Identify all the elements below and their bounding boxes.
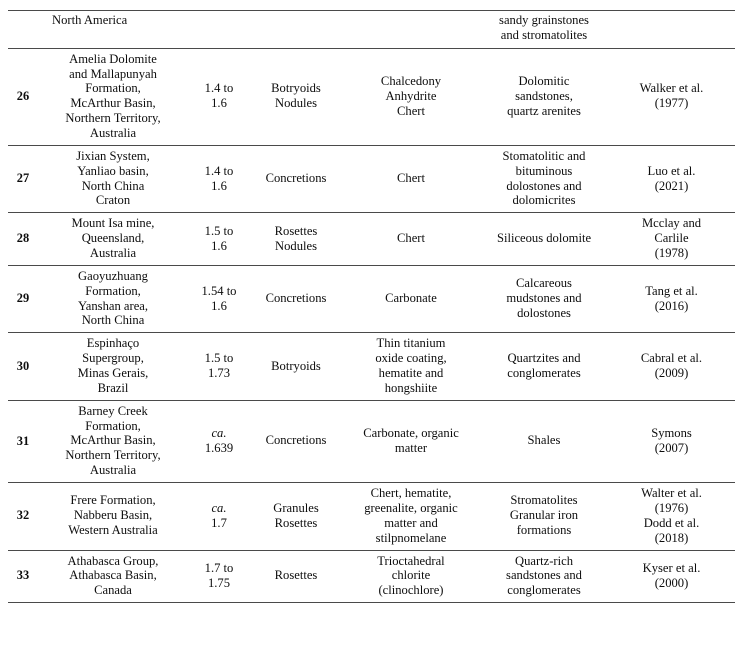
cell-mineralogy: Carbonate, organic matter [342, 400, 480, 482]
cell-mineralogy: Carbonate [342, 265, 480, 332]
cell-row-number: 28 [8, 213, 38, 266]
cell-mineralogy: Trioctahedral chlorite (clinochlore) [342, 550, 480, 603]
cell-mineralogy: Chalcedony Anhydrite Chert [342, 48, 480, 145]
table-body [8, 11, 735, 603]
cell-reference: Symons (2007) [608, 400, 735, 482]
cell-host-rock: Calcareous mudstones and dolostones [480, 265, 608, 332]
cell-reference: Tang et al. (2016) [608, 265, 735, 332]
cell-reference: Mcclay and Carlile (1978) [608, 213, 735, 266]
cell-age: ca. 1.639 [188, 400, 250, 482]
table-row [8, 48, 735, 145]
cell-host-rock: Dolomitic sandstones, quartz arenites [480, 48, 608, 145]
cell-location: North America [38, 11, 188, 49]
cell-age: 1.4 to 1.6 [188, 48, 250, 145]
table-row [8, 400, 735, 482]
cell-reference: Walter et al. (1976) Dodd et al. (2018) [608, 483, 735, 550]
cell-morphology: Granules Rosettes [250, 483, 342, 550]
cell-row-number [8, 11, 38, 49]
cell-morphology: Concretions [250, 145, 342, 212]
cell-morphology [250, 11, 342, 49]
cell-reference: Kyser et al. (2000) [608, 550, 735, 603]
cell-row-number: 32 [8, 483, 38, 550]
cell-morphology: Concretions [250, 265, 342, 332]
table-row [8, 333, 735, 400]
cell-host-rock: sandy grainstones and stromatolites [480, 11, 608, 49]
cell-host-rock: Quartzites and conglomerates [480, 333, 608, 400]
cell-row-number: 27 [8, 145, 38, 212]
cell-location: Jixian System, Yanliao basin, North China Craton [38, 145, 188, 212]
cell-age: 1.5 to 1.73 [188, 333, 250, 400]
cell-age [188, 11, 250, 49]
cell-host-rock: Stomatolitic and bituminous dolostones and dolomicrites [480, 145, 608, 212]
cell-host-rock: Stromatolites Granular iron formations [480, 483, 608, 550]
cell-row-number: 33 [8, 550, 38, 603]
cell-age: 1.7 to 1.75 [188, 550, 250, 603]
cell-mineralogy: Chert [342, 213, 480, 266]
cell-reference: Cabral et al. (2009) [608, 333, 735, 400]
table-row [8, 213, 735, 266]
cell-location: Barney Creek Formation, McArthur Basin, Northern Territory, Australia [38, 400, 188, 482]
cell-morphology: Botryoids Nodules [250, 48, 342, 145]
table-row [8, 265, 735, 332]
cell-host-rock: Shales [480, 400, 608, 482]
occurrences-table [8, 10, 735, 603]
cell-morphology: Botryoids [250, 333, 342, 400]
cell-host-rock: Quartz-rich sandstones and conglomerates [480, 550, 608, 603]
cell-age: 1.54 to 1.6 [188, 265, 250, 332]
cell-morphology: Rosettes [250, 550, 342, 603]
age-qualifier: ca. [211, 500, 227, 515]
cell-location: Amelia Dolomite and Mallapunyah Formation, McArthur Basin, Northern Territory, Australia [38, 48, 188, 145]
cell-age: ca. 1.7 [188, 483, 250, 550]
cell-row-number: 29 [8, 265, 38, 332]
cell-location: Mount Isa mine, Queensland, Australia [38, 213, 188, 266]
cell-reference: Luo et al. (2021) [608, 145, 735, 212]
cell-mineralogy: Chert, hematite, greenalite, organic matter and stilpnomelane [342, 483, 480, 550]
cell-reference: Walker et al. (1977) [608, 48, 735, 145]
cell-location: Gaoyuzhuang Formation, Yanshan area, North China [38, 265, 188, 332]
cell-morphology: Concretions [250, 400, 342, 482]
table-row [8, 483, 735, 550]
cell-age: 1.5 to 1.6 [188, 213, 250, 266]
cell-mineralogy [342, 11, 480, 49]
age-qualifier: ca. [211, 426, 227, 441]
cell-row-number: 30 [8, 333, 38, 400]
table-row [8, 145, 735, 212]
cell-reference [608, 11, 735, 49]
cell-location: Frere Formation, Nabberu Basin, Western Australia [38, 483, 188, 550]
cell-location: Athabasca Group, Athabasca Basin, Canada [38, 550, 188, 603]
cell-mineralogy: Thin titanium oxide coating, hematite and hongshiite [342, 333, 480, 400]
cell-mineralogy: Chert [342, 145, 480, 212]
cell-location: Espinhaço Supergroup, Minas Gerais, Brazil [38, 333, 188, 400]
cell-row-number: 26 [8, 48, 38, 145]
table-row-continuation [8, 11, 735, 49]
cell-age: 1.4 to 1.6 [188, 145, 250, 212]
table-row [8, 550, 735, 603]
cell-host-rock: Siliceous dolomite [480, 213, 608, 266]
cell-morphology: Rosettes Nodules [250, 213, 342, 266]
cell-row-number: 31 [8, 400, 38, 482]
table-sheet [0, 10, 743, 659]
